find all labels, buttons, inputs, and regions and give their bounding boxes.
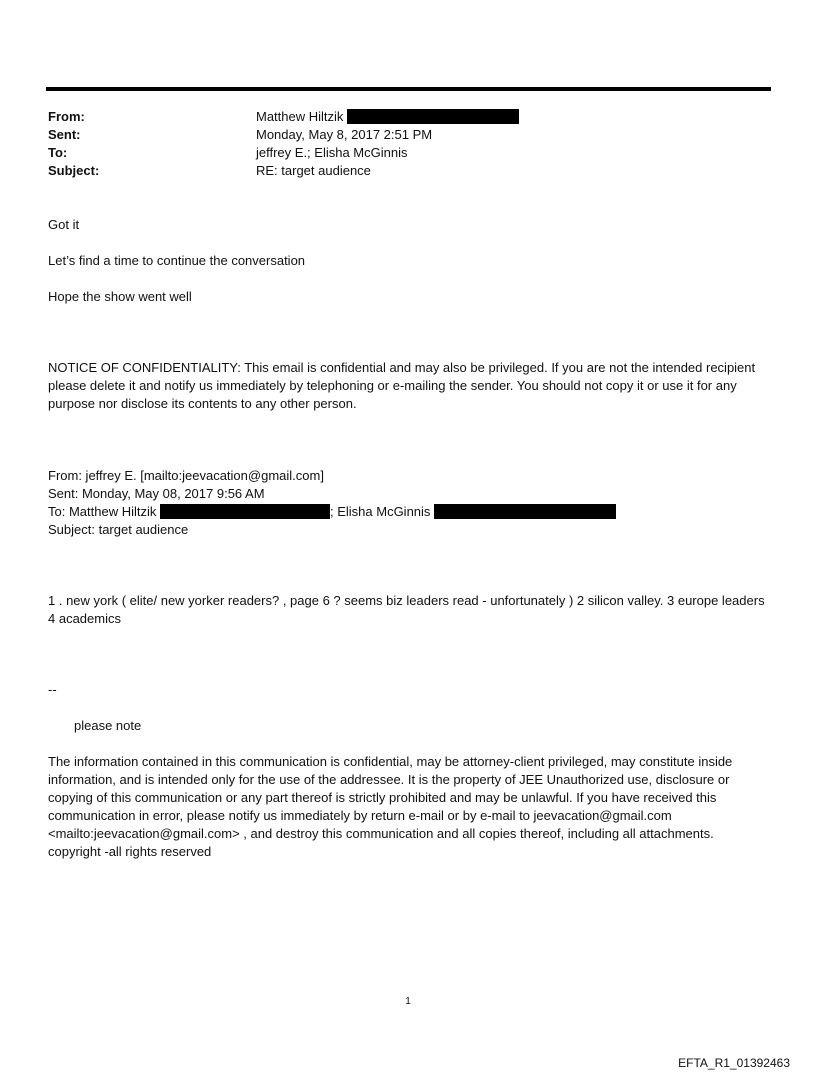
sent-value: Monday, May 8, 2017 2:51 PM bbox=[256, 127, 433, 142]
header-rule bbox=[46, 87, 771, 91]
quoted-sent: Sent: Monday, May 08, 2017 9:56 AM bbox=[48, 486, 265, 501]
redaction-box bbox=[434, 504, 616, 519]
subject-value: RE: target audience bbox=[256, 163, 371, 178]
body-line-2: Let’s find a time to continue the conversation bbox=[48, 253, 306, 268]
redaction-box bbox=[160, 504, 330, 519]
quoted-message: 1 . new york ( elite/ new yorker readers? , page 6 ? seems biz leaders read - unfortunately ) 2 silicon valley. 3 europe leaders 4 academics bbox=[48, 593, 765, 626]
confidentiality-notice: NOTICE OF CONFIDENTIALITY: This email is confidential and may also be privileged. If you are not the intended recipient please delete it and notify us immediately by telephoning or e-mailing the sender. You should not copy it or use it for any purpose nor disclose its contents to any other person. bbox=[48, 360, 756, 411]
quoted-subject: Subject: target audience bbox=[48, 522, 189, 537]
bates-number: EFTA_R1_01392463 bbox=[678, 1056, 790, 1070]
from-value: Matthew Hiltzik bbox=[256, 108, 519, 126]
subject-label: Subject: bbox=[48, 163, 100, 178]
page-number: 1 bbox=[405, 996, 411, 1007]
body-line-3: Hope the show went well bbox=[48, 289, 192, 304]
quoted-to: To: Matthew Hiltzik ; Elisha McGinnis bbox=[48, 503, 768, 521]
disclaimer: The information contained in this communication is confidential, may be attorney-client privileged, may constitute inside information, and is intended only for the use of the addressee. It is the property of JEE Unauthorized use, disclosure or copying of this communication or any part thereof is strictly prohibited and may be unlawful. If you have received this communication in error, please notify us immediately by return e-mail or by e-mail to jeevacation@gmail.com <mailto:jeevacation@gmail.com> , and destroy this communication and all copies thereof, including all attachments. copyright -all rights reserved bbox=[48, 754, 733, 859]
from-label: From: bbox=[48, 109, 85, 124]
signature-separator: -- bbox=[48, 682, 57, 697]
please-note: please note bbox=[74, 718, 142, 733]
to-label: To: bbox=[48, 145, 68, 160]
sent-label: Sent: bbox=[48, 127, 81, 142]
redaction-box bbox=[347, 109, 519, 124]
body-line-1: Got it bbox=[48, 217, 80, 232]
to-value: jeffrey E.; Elisha McGinnis bbox=[256, 145, 408, 160]
quoted-from: From: jeffrey E. [mailto:jeevacation@gmail.com] bbox=[48, 468, 324, 483]
